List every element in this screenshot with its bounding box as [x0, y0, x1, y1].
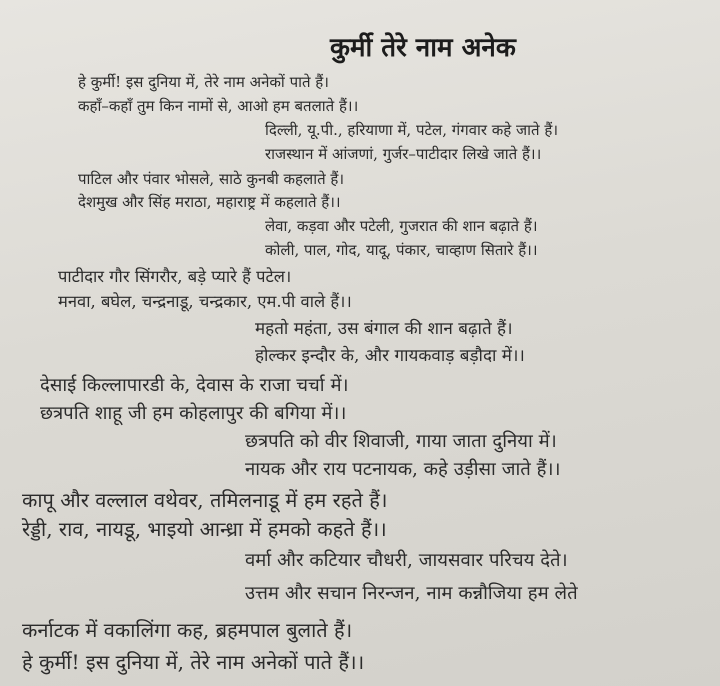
poem-line-20: उत्तम और सचान निरन्जन, नाम कन्नौजिया हम लेते: [245, 583, 578, 604]
poem-line-6: देशमुख और सिंह मराठा, महाराष्ट्र में कहलाते हैं।।: [78, 193, 341, 211]
poem-title: कुर्मी तेरे नाम अनेक: [330, 33, 516, 63]
poem-line-11: महतो महंता, उस बंगाल की शान बढ़ाते हैं।: [255, 319, 513, 339]
poem-line-13: देसाई किल्लापारडी के, देवास के राजा चर्चा में।: [40, 375, 349, 396]
poem-line-3: दिल्ली, यू.पी., हरियाणा में, पटेल, गंगवार कहे जाते हैं।: [265, 121, 558, 139]
poem-line-16: नायक और राय पटनायक, कहे उड़ीसा जाते हैं।।: [245, 459, 561, 480]
poem-line-10: मनवा, बघेल, चन्द्रनाडू, चन्द्रकार, एम.पी वाले हैं।।: [58, 292, 352, 311]
poem-line-18: रेड्डी, राव, नायडू, भाइयो आन्ध्रा में हमको कहते हैं।।: [22, 517, 387, 541]
poem-line-8: कोली, पाल, गोद, यादू, पंकार, चाव्हाण सितारे हैं।।: [265, 241, 538, 259]
poem-line-12: होल्कर इन्दौर के, और गायकवाड़ बड़ौदा में।।: [255, 346, 525, 366]
poem-line-17: कापू और वल्लाल वथेवर, तमिलनाडू में हम रहते हैं।: [22, 488, 388, 512]
poem-line-4: राजस्थान में आंजणां, गुर्जर–पाटीदार लिखे जाते हैं।।: [265, 145, 542, 163]
poem-line-5: पाटिल और पंवार भोसले, साठे कुनबी कहलाते हैं।: [78, 170, 345, 188]
poem-line-14: छत्रपति शाहू जी हम कोहलापुर की बगिया में।।: [40, 403, 347, 424]
poem-line-7: लेवा, कड़वा और पटेली, गुजरात की शान बढ़ाते हैं।: [265, 217, 538, 235]
poem-line-2: कहाँ–कहाँ तुम किन नामों से, आओ हम बतलाते हैं।।: [78, 97, 359, 115]
poem-line-19: वर्मा और कटियार चौधरी, जायसवार परिचय देते।: [245, 550, 568, 571]
poem-line-21: कर्नाटक में वकालिंगा कह, ब्रहमपाल बुलाते हैं।: [22, 618, 353, 642]
poem-line-22: हे कुर्मी! इस दुनिया में, तेरे नाम अनेकों पाते हैं।।: [22, 650, 365, 674]
poem-line-1: हे कुर्मी! इस दुनिया में, तेरे नाम अनेकों पाते हैं।: [78, 73, 329, 91]
poem-line-15: छत्रपति को वीर शिवाजी, गाया जाता दुनिया में।: [245, 431, 557, 452]
poem-line-9: पाटीदार गौर सिंगरौर, बड़े प्यारे हैं पटेल।: [58, 267, 292, 286]
